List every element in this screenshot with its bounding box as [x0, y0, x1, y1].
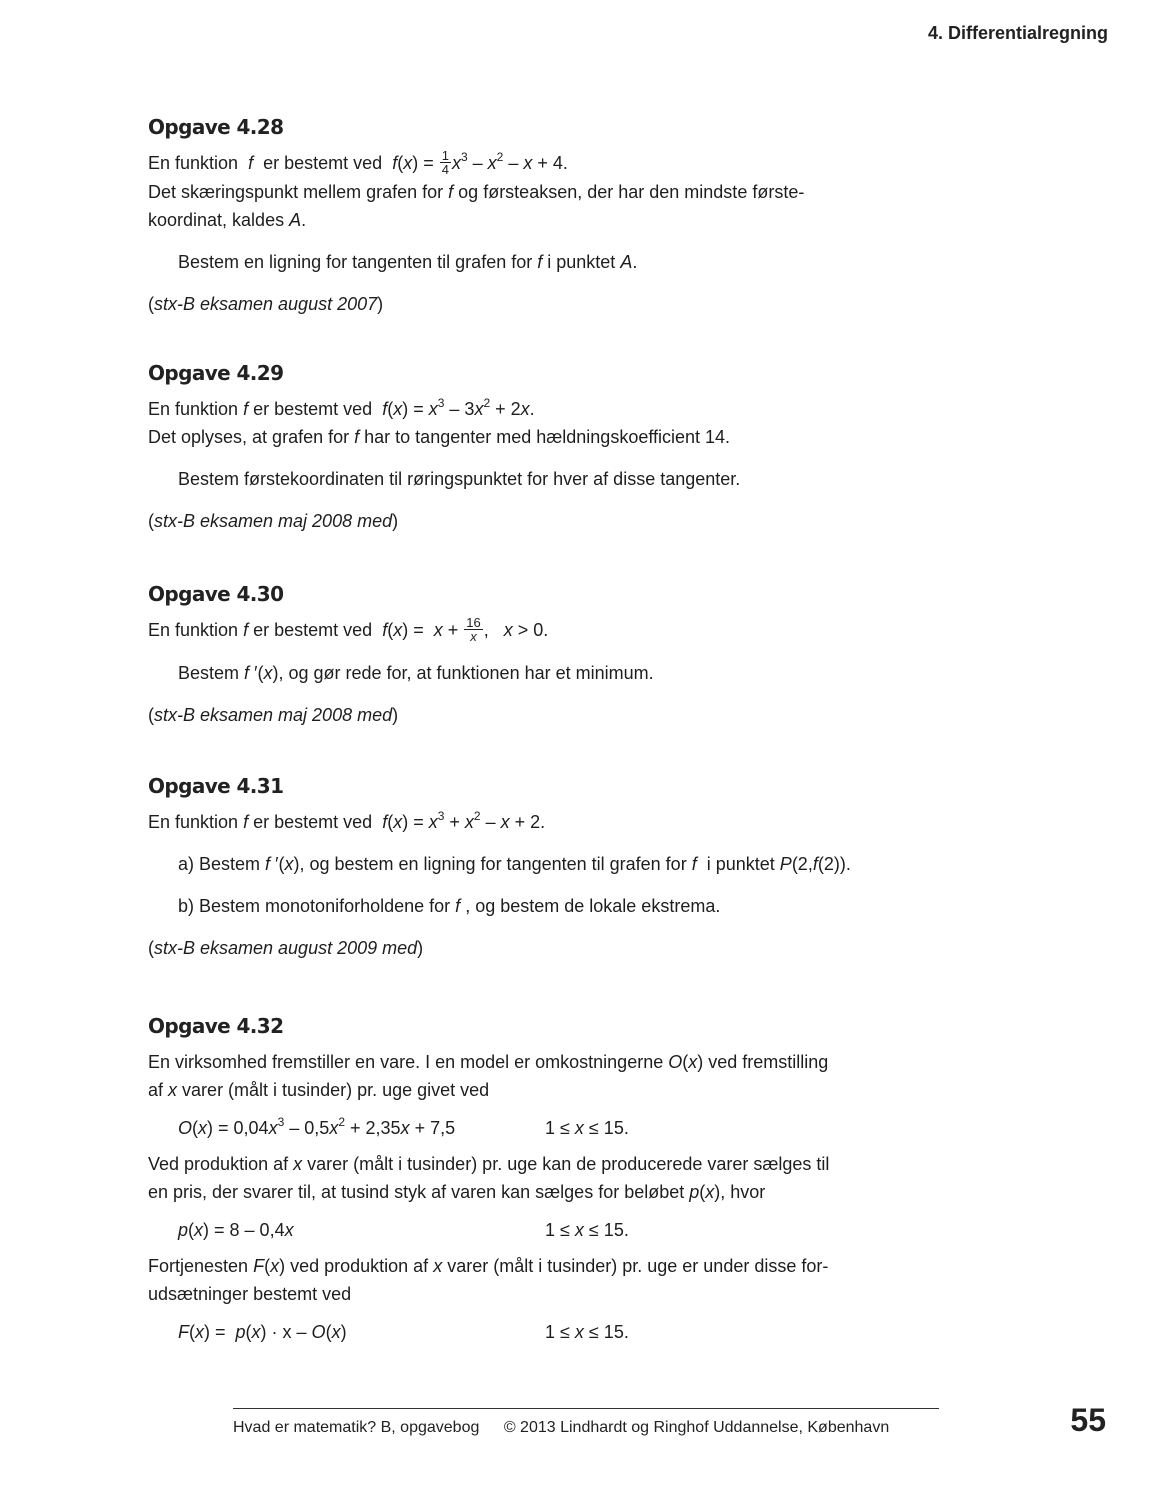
fraction: $\frac{1}{4}$	[441, 147, 449, 177]
exercise-title: Opgave 4.32	[148, 1014, 284, 1038]
exercise-question-b: b) Bestem monotoniforholdene for f , og bestem de lokale ekstrema.	[178, 896, 721, 916]
exercise-question-a: a) Bestem f ′(x), og bestem en ligning for tangenten til grafen for f i punktet P(2,f(2)).	[178, 854, 851, 874]
book-title: Hvad er matematik? B, opgavebog	[233, 1419, 480, 1436]
exercise-source: (stx-B eksamen august 2007)	[148, 293, 384, 314]
exercise-text: En funktion f er bestemt ved $f(x) = x^3 - 3x^2 + 2x$.	[148, 396, 535, 419]
exercise-source: (stx-B eksamen maj 2008 med)	[148, 704, 399, 725]
footer-divider	[233, 1408, 939, 1409]
exercise-4-28: Opgave 4.28 En funktion f er bestemt ved f(x) = $\frac{1}{4}$ $x^3 - x^2 - x + 4$. Det skæringspunkt mellem grafen for f og førsteaksen, der har den mindste første- koordinat, kaldes A. Bestem en ligning for tangenten til grafen for f i punktet A. (stx-B eksamen august 2007)	[148, 113, 928, 318]
exercise-4-31	[148, 772, 928, 962]
exercise-4-29: Opgave 4.29 En funktion f er bestemt ved $f(x) = x^3 - 3x^2 + 2x$. Det oplyses, at grafen for f har to tangenter med hældningskoefficient 14. Bestem førstekoordinaten til røringspunktet for hver af disse tangenter. (stx-B eksamen maj 2008 med)	[148, 359, 928, 535]
exercise-source: (stx-B eksamen maj 2008 med)	[148, 511, 399, 531]
exercise-4-32: Opgave 4.32 En virksomhed fremstiller en vare. I en model er omkostningerne O(x) ved fremstilling af x varer (målt i tusinder) pr. uge givet ved $O(x) = 0,04x^3 - 0,5x^2 + 2,35x + 7,5$ 1 ≤ x ≤ 15. Ved produktion af x varer (målt i tusinder) pr. uge kan de producerede varer sælges til en pris, der svarer til, at tusind styk af varen kan sælges for beløbet p(x), hvor p(x) = 8 – 0,4x 1 ≤ x ≤ 15. Fortjenesten F(x) ved produktion af x varer (målt i tusinder) pr. uge er under disse for- udsætninger bestemt ved F(x) = p(x) · x – O(x) 1 ≤ x ≤ 15.	[148, 1012, 928, 1346]
exercise-text: En funktion f er bestemt ved f(x) = x + $\frac{16}{x}$, x > 0.	[148, 614, 549, 644]
equation-cost: $O(x) = 0,04x^3 - 0,5x^2 + 2,35x + 7,5$ 1 ≤ x ≤ 15.	[178, 1115, 629, 1138]
chapter-title: 4. Differentialregning	[927, 23, 1108, 43]
page-number: 55	[1070, 1402, 1106, 1438]
exercise-title: Opgave 4.28	[148, 115, 284, 139]
equation-price: p(x) = 8 – 0,4x 1 ≤ x ≤ 15.	[178, 1220, 629, 1240]
exercise-title: Opgave 4.29	[148, 361, 284, 385]
exercise-title: Opgave 4.31	[148, 774, 284, 798]
fraction: $\frac{16}{x}$	[466, 614, 481, 644]
exercise-question: Bestem førstekoordinaten til røringspunktet for hver af disse tangenter.	[178, 469, 741, 489]
exercise-text: En virksomhed fremstiller en vare. I en model er omkostningerne O(x) ved fremstilling	[148, 1052, 829, 1072]
exercise-text: En funktion f er bestemt ved $f(x) = x^3 + x^2 - x + 2$.	[148, 809, 546, 832]
exercise-text: En funktion f er bestemt ved f(x) = $\frac{1}{4}$ $x^3 - x^2 - x + 4$.	[148, 147, 568, 177]
exercise-question: Bestem en ligning for tangenten til grafen for f i punktet A.	[178, 251, 638, 272]
copyright: © 2013 Lindhardt og Ringhof Uddannelse, København	[503, 1419, 890, 1436]
exercise-title: Opgave 4.30	[148, 582, 284, 606]
exercise-question: Bestem f ′(x), og gør rede for, at funktionen har et minimum.	[178, 662, 654, 683]
exercise-4-30	[148, 580, 928, 729]
equation-profit: F(x) = p(x) · x – O(x) 1 ≤ x ≤ 15.	[178, 1322, 629, 1342]
footer	[233, 1419, 889, 1437]
exercise-source: (stx-B eksamen august 2009 med)	[148, 938, 424, 958]
